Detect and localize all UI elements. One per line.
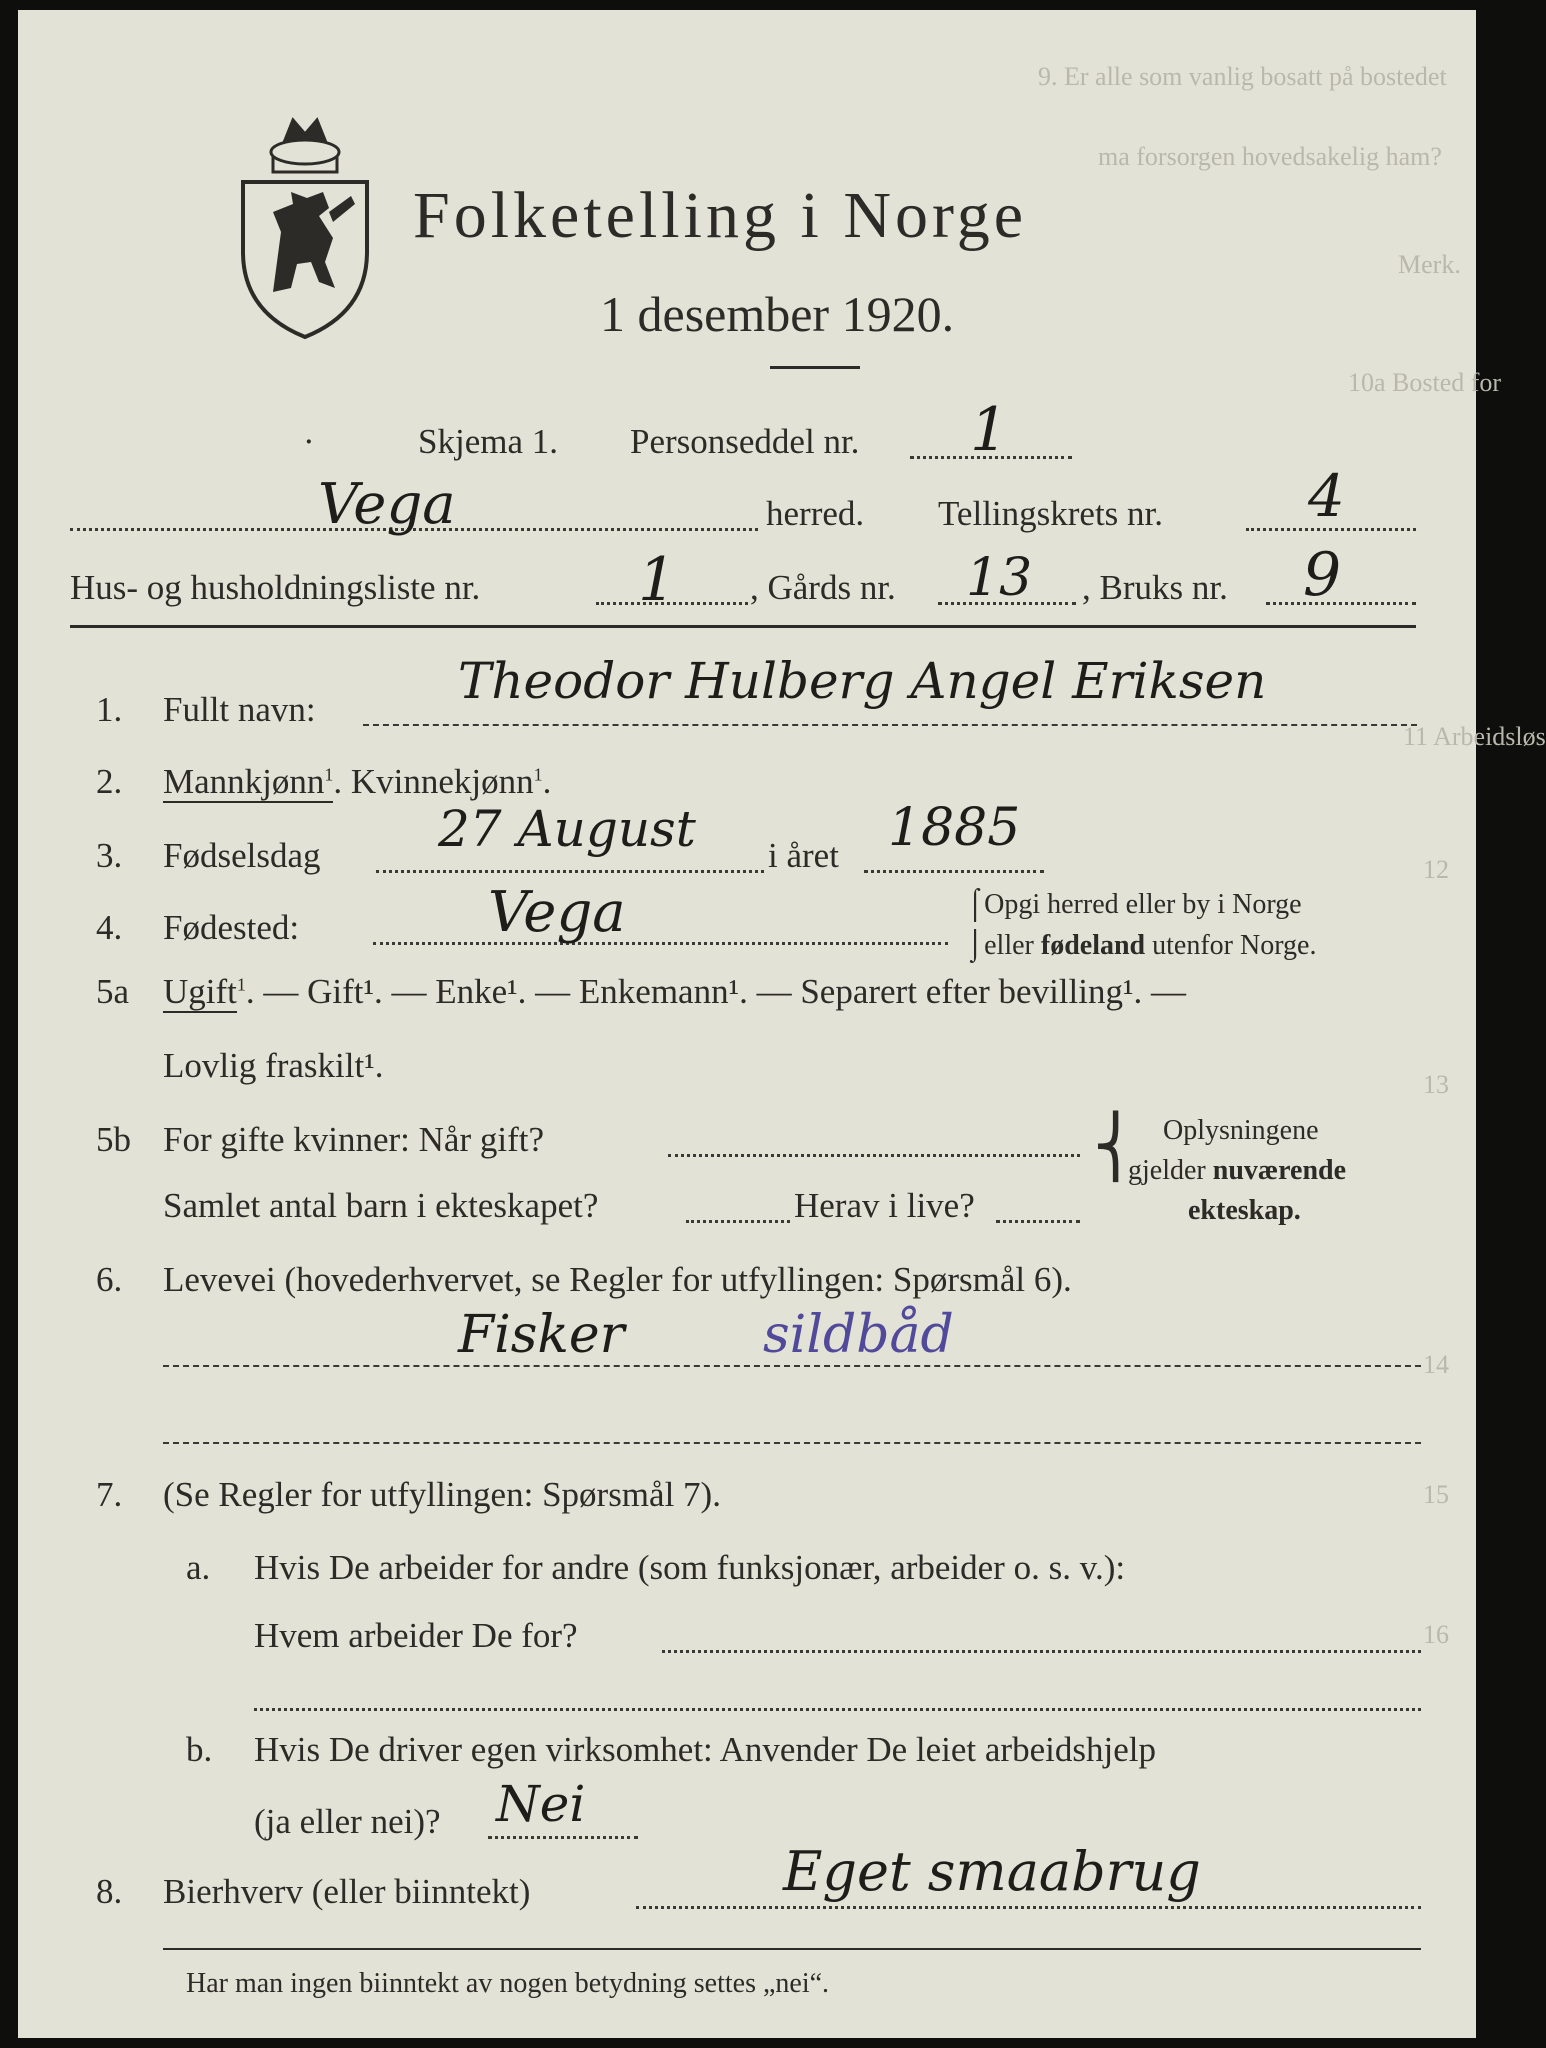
marital-status-option-divorced[interactable]: Lovlig fraskilt¹. [163, 1046, 384, 1085]
occupation-value-detail: sildbåd [763, 1305, 954, 1365]
bullet-dot: · [303, 422, 315, 461]
self-employed-question: Hvis De driver egen virksomhet: Anvender De leiet arbeidshjelp [254, 1730, 1156, 1769]
question-number: 7. [96, 1475, 123, 1514]
bleed-through-text: 11 Arbeidsløs [1403, 722, 1546, 751]
question-number: 5a [96, 972, 130, 1011]
children-alive-label: Herav i live? [794, 1186, 975, 1225]
coat-of-arms-icon [233, 112, 378, 342]
census-form [18, 10, 1546, 2038]
question-number: 1. [96, 690, 123, 729]
employer-field[interactable] [662, 1650, 1421, 1653]
hired-help-field[interactable] [488, 1836, 638, 1839]
gards-value: 13 [966, 548, 1033, 608]
full-name-field[interactable] [363, 724, 1417, 726]
footer-note: Har man ingen biinntekt av nogen betydning settes „nei“. [186, 1968, 830, 1999]
hired-help-value: Nei [496, 1775, 586, 1833]
birthplace-note: ⌠Opgi herred eller by i Norge [966, 887, 1302, 920]
sex-option-female[interactable]: Kvinnekjønn$^1$ [350, 762, 543, 801]
herred-label: herred. [766, 494, 865, 533]
birthplace-value: Vega [488, 880, 626, 945]
birthplace-note: ⌡eller fødeland utenfor Norge. [966, 928, 1317, 961]
sub-question-letter: a. [186, 1548, 211, 1587]
question-number: 6. [96, 1260, 123, 1299]
employment-label: (Se Regler for utfyllingen: Spørsmål 7). [163, 1475, 721, 1514]
occupation-value: Fisker [458, 1305, 625, 1365]
bleed-through-text: 13 [1423, 1070, 1449, 1099]
question-number: 3. [96, 836, 123, 875]
side-income-label: Bierhverv (eller biinntekt) [163, 1872, 531, 1911]
gards-label: , Gårds nr. [750, 568, 896, 607]
census-date: 1 desember 1920. [600, 286, 955, 342]
birthdate-value: 27 August [438, 800, 696, 858]
hired-help-label: (ja eller nei)? [254, 1802, 441, 1841]
birth-year-label: i året [768, 836, 839, 875]
children-total-label: Samlet antal barn i ekteskapet? [163, 1186, 599, 1225]
title-divider [770, 366, 860, 369]
birthdate-field[interactable] [376, 870, 764, 873]
side-income-value: Eget smaabrug [783, 1840, 1201, 1903]
bleed-through-text: Merk. [1398, 250, 1461, 279]
employer-field-line2[interactable] [254, 1708, 1421, 1711]
birth-year-field[interactable] [864, 870, 1044, 873]
bleed-through-text: 10a Bosted for [1348, 368, 1502, 397]
tellingskrets-label: Tellingskrets nr. [938, 494, 1164, 533]
occupation-field[interactable] [163, 1365, 1421, 1367]
birthplace-field[interactable] [373, 942, 948, 945]
bleed-through-text: 9. Er alle som vanlig bosatt på bostedet [1038, 62, 1447, 91]
employee-question: Hvis De arbeider for andre (som funksjonær, arbeider o. s. v.): [254, 1548, 1126, 1587]
question-number: 4. [96, 908, 123, 947]
birth-year-value: 1885 [888, 798, 1021, 858]
bleed-through-text: ma forsorgen hovedsakelig ham? [1098, 142, 1442, 171]
personseddel-value: 1 [970, 395, 1009, 465]
footer-divider [163, 1948, 1421, 1950]
sub-question-letter: b. [186, 1730, 213, 1769]
full-name-value: Theodor Hulberg Angel Eriksen [458, 652, 1267, 710]
herred-value: Vega [318, 472, 456, 537]
full-name-label: Fullt navn: [163, 690, 316, 729]
bleed-through-text: 15 [1423, 1480, 1449, 1509]
household-list-label: Hus- og husholdningsliste nr. [70, 568, 481, 607]
marriage-note: Oplysningene [1163, 1115, 1319, 1146]
tellingskrets-value: 4 [1308, 462, 1345, 530]
children-alive-field[interactable] [996, 1220, 1080, 1223]
employer-label: Hvem arbeider De for? [254, 1616, 578, 1655]
side-income-field[interactable] [636, 1906, 1421, 1909]
personseddel-label: Personseddel nr. [630, 422, 860, 461]
header-divider [70, 625, 1416, 628]
children-total-field[interactable] [686, 1220, 790, 1223]
marital-status-options[interactable]: Ugift$^1$. — Gift¹. — Enke¹. — Enkemann¹. — Separert efter bevilling¹. — [163, 972, 1186, 1011]
brace: ⎨ [1093, 1114, 1138, 1180]
marriage-note: ekteskap. [1188, 1195, 1301, 1226]
sex-options: Mannkjønn$^1$. Kvinnekjønn$^1$. [163, 762, 552, 801]
birthplace-label: Fødested: [163, 908, 300, 947]
bleed-through-text: 14 [1423, 1350, 1449, 1379]
married-when-label: For gifte kvinner: Når gift? [163, 1120, 545, 1159]
bleed-through-text: 12 [1423, 855, 1449, 884]
question-number: 2. [96, 762, 123, 801]
occupation-label: Levevei (hovederhvervet, se Regler for utfyllingen: Spørsmål 6). [163, 1260, 1072, 1299]
question-number: 5b [96, 1120, 131, 1159]
schema-label: Skjema 1. [418, 422, 558, 461]
occupation-field-line2[interactable] [163, 1442, 1421, 1444]
married-when-field[interactable] [668, 1154, 1080, 1157]
bruks-value: 9 [1303, 540, 1342, 610]
household-list-value: 1 [638, 545, 677, 615]
marriage-note: gjelder nuværende [1128, 1155, 1347, 1186]
bleed-through-text: 16 [1423, 1620, 1449, 1649]
question-number: 8. [96, 1872, 123, 1911]
birthdate-label: Fødselsdag [163, 836, 321, 875]
form-title: Folketelling i Norge [413, 179, 1028, 252]
bruks-label: , Bruks nr. [1082, 568, 1228, 607]
sex-option-male[interactable]: Mannkjønn$^1$ [163, 762, 334, 801]
